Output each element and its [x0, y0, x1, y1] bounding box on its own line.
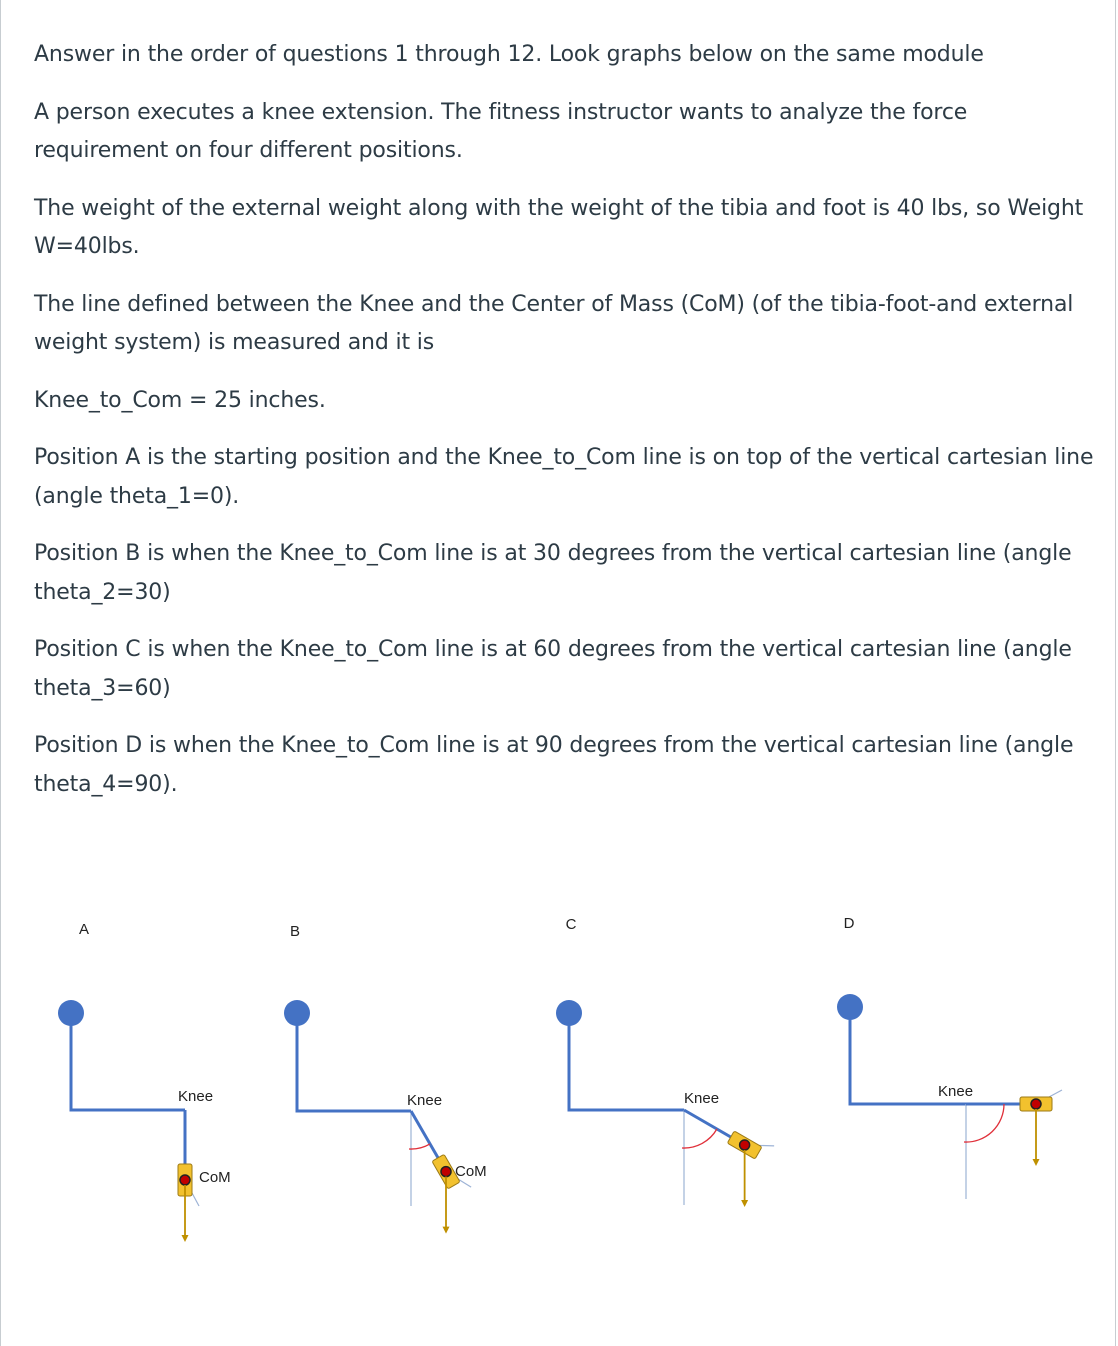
position-b-angle-arc [409, 1144, 430, 1149]
position-c-com-dot [740, 1140, 750, 1150]
question-text [34, 36, 1094, 823]
paragraph-position-c: Position C is when the Knee_to_Com line is at 60 degrees from the vertical cartesian line (angle theta_3=60) [34, 637, 1072, 701]
paragraph-knee-com-line: The line defined between the Knee and the Center of Mass (CoM) (of the tibia-foot-and external weight system) is measured and it is [34, 291, 1074, 355]
paragraph-instructions: Answer in the order of questions 1 through 12. Look graphs below on the same module [34, 42, 984, 67]
paragraph-position-b: Position B is when the Knee_to_Com line is at 30 degrees from the vertical cartesian line (angle theta_2=30) [34, 541, 1072, 605]
position-b-head [284, 1000, 310, 1026]
position-b-knee-label: Knee [407, 1092, 443, 1109]
position-c-gravity-arrowhead [741, 1200, 748, 1207]
position-d-angle-arc [964, 1104, 1004, 1142]
position-a-com-dot [180, 1175, 190, 1185]
position-a-head [58, 1000, 84, 1026]
position-a-thigh [71, 1025, 185, 1110]
paragraph-knee-com-length: Knee_to_Com = 25 inches. [34, 387, 326, 413]
paragraph-weight: The weight of the external weight along with the weight of the tibia and foot is 40 lbs, so Weight W=40lbs. [34, 195, 1084, 259]
position-a-com-label: CoM [199, 1169, 231, 1186]
position-a-knee-label: Knee [178, 1088, 214, 1105]
paragraph-position-a: Position A is the starting position and the Knee_to_Com line is on top of the vertical cartesian line (angle theta_1=0). [34, 445, 1094, 509]
position-b-com-dot [441, 1167, 451, 1177]
position-d-gravity-arrowhead [1033, 1159, 1040, 1166]
position-d-head [837, 994, 863, 1020]
position-d-letter: D [843, 915, 855, 932]
position-b-thigh [297, 1025, 411, 1111]
position-a-letter: A [78, 921, 90, 938]
position-c-knee-label: Knee [684, 1090, 720, 1107]
position-a-gravity-arrowhead [182, 1235, 189, 1242]
position-c-thigh [569, 1025, 684, 1110]
position-b-com-label: CoM [455, 1163, 487, 1180]
knee-extension-diagram [0, 900, 1118, 1260]
position-c-letter: C [565, 916, 577, 933]
paragraph-scenario: A person executes a knee extension. The fitness instructor wants to analyze the force requirement on four different positions. [34, 99, 968, 163]
position-c-head [556, 1000, 582, 1026]
position-c-angle-arc [682, 1129, 717, 1148]
paragraph-position-d: Position D is when the Knee_to_Com line is at 90 degrees from the vertical cartesian line (angle theta_4=90). [34, 733, 1074, 797]
knee-extension-svg [0, 900, 1118, 1260]
position-d-knee-label: Knee [938, 1083, 974, 1100]
position-b-gravity-arrowhead [443, 1227, 450, 1234]
position-d-com-dot [1031, 1099, 1041, 1109]
position-b-letter: B [289, 923, 301, 940]
